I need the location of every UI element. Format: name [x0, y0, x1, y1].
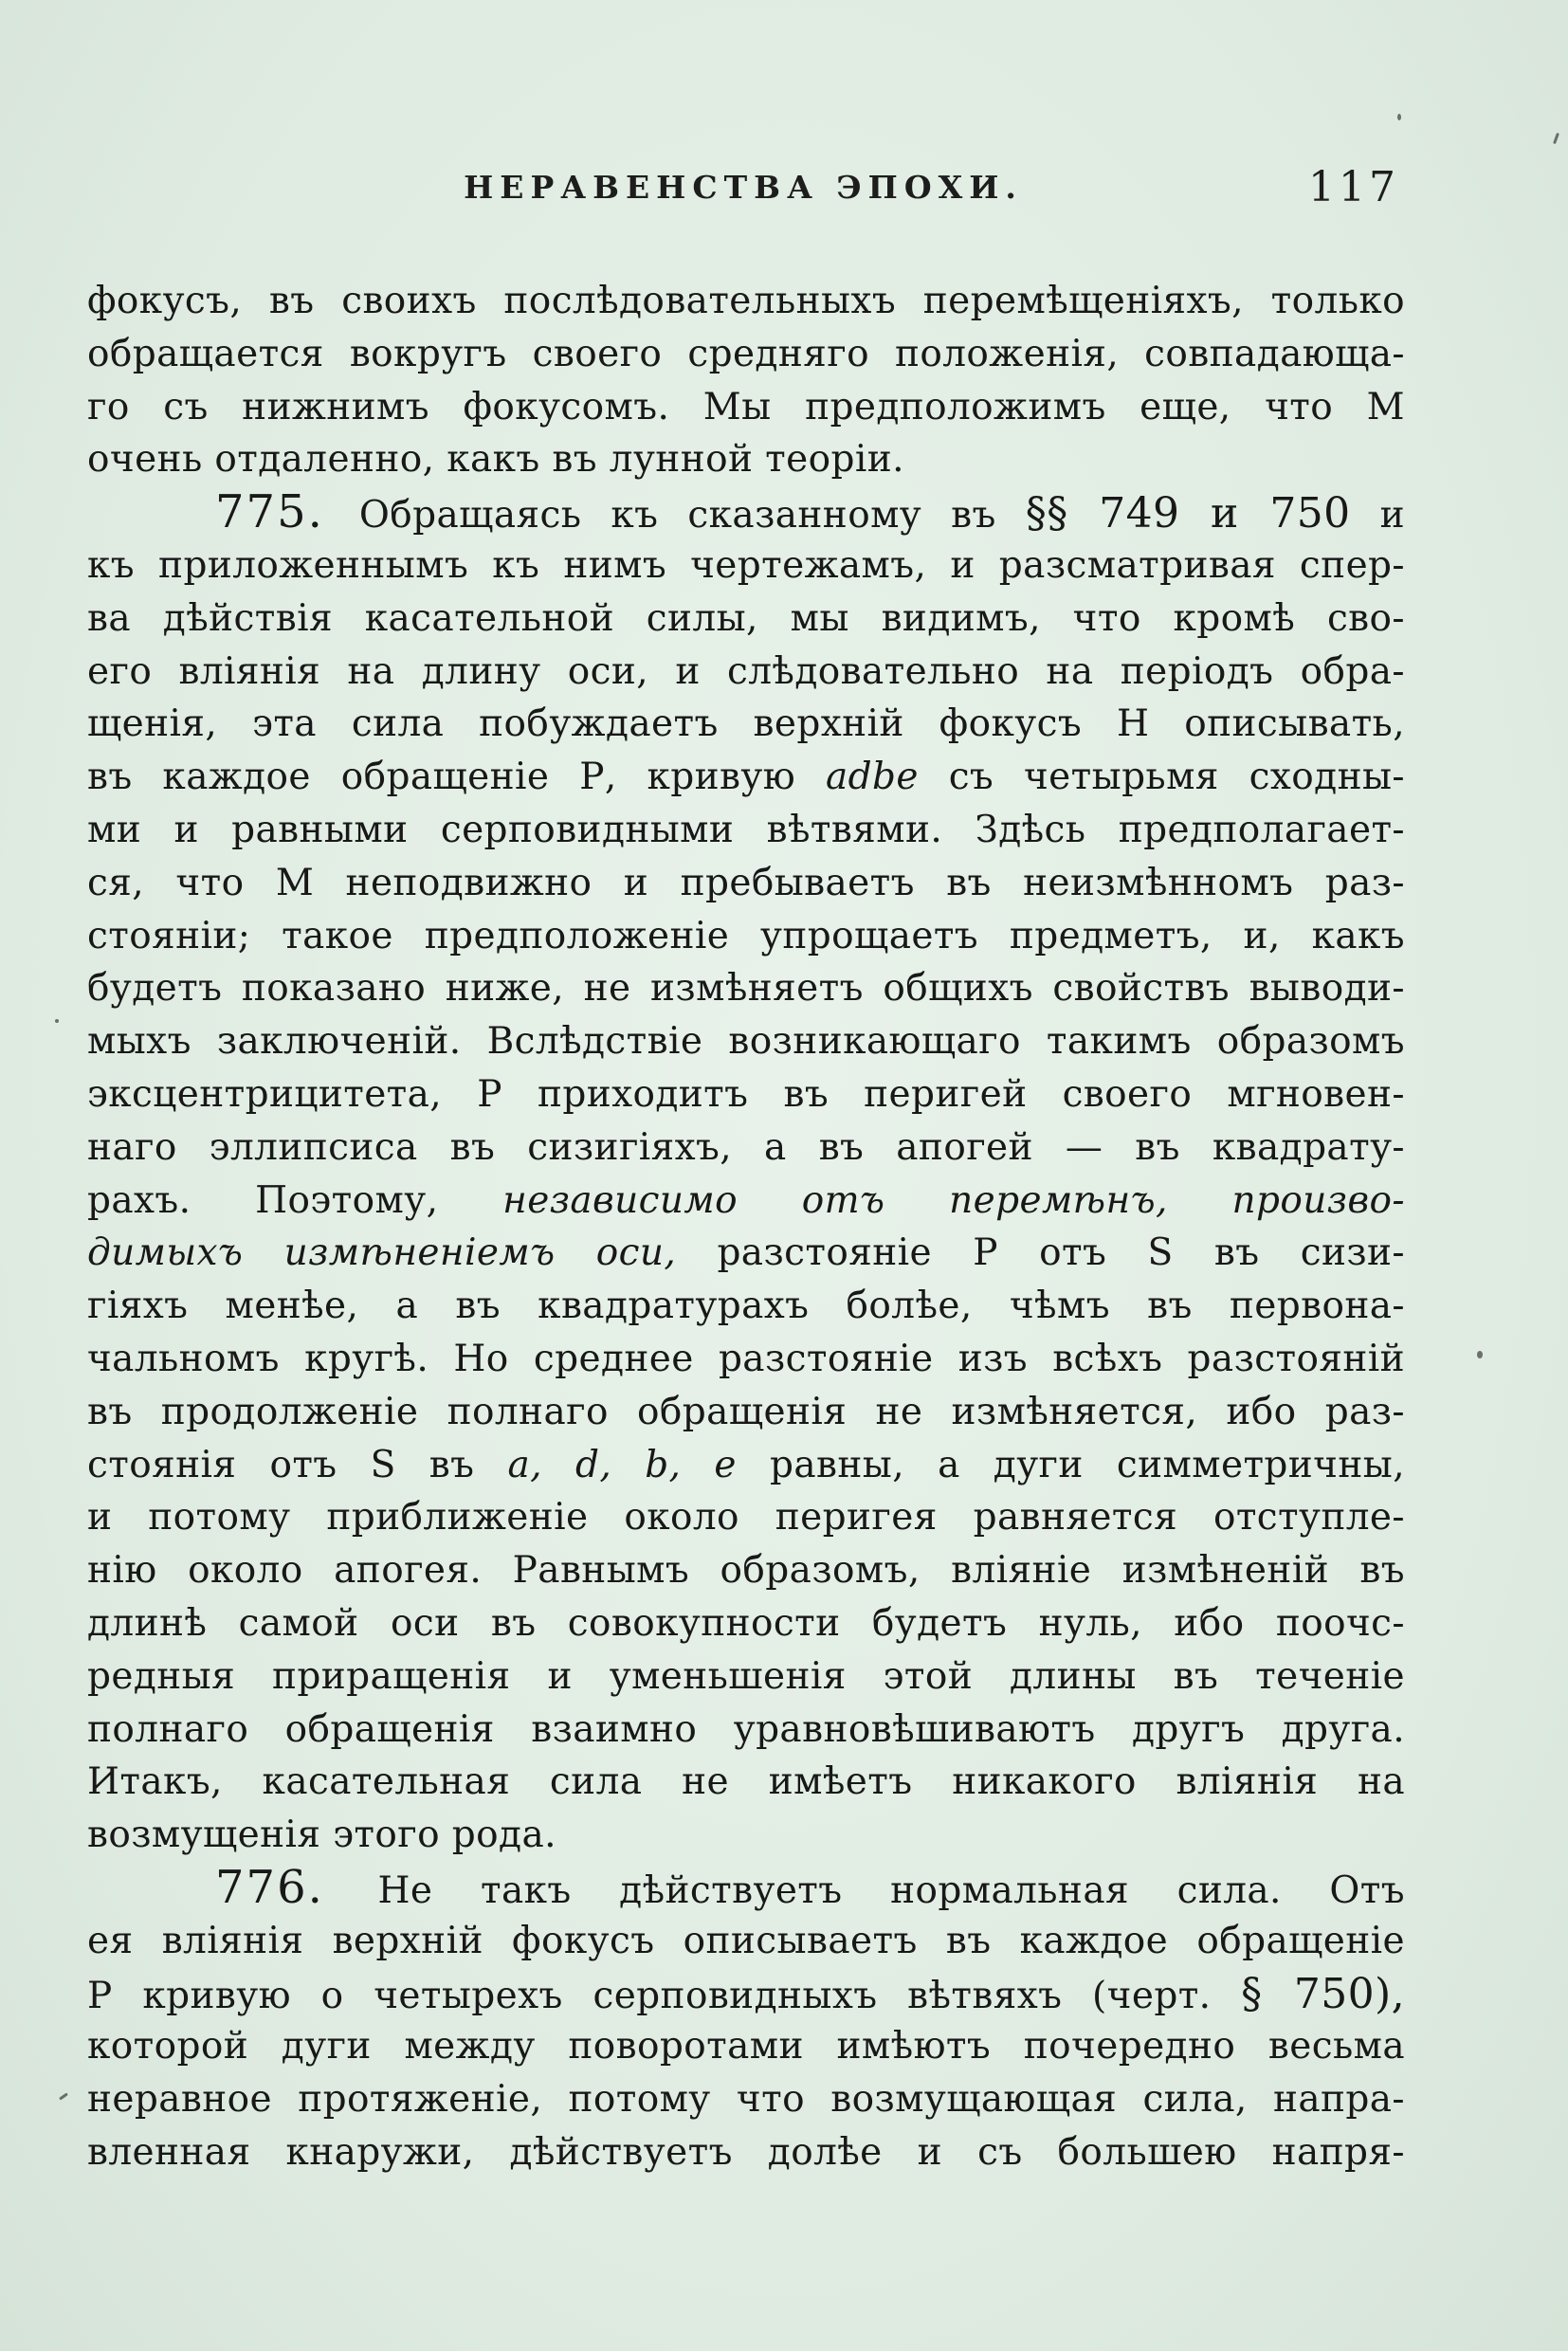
text-segment: фокусъ, въ своихъ послѣдовательныхъ перемѣщеніяхъ, только [87, 280, 1405, 322]
italic-text: независимо отъ перемѣнъ, произво- [502, 1178, 1405, 1222]
text-segment: го съ нижнимъ фокусомъ. Мы предположимъ еще, что М [87, 385, 1405, 428]
text-segment: ми и равными серповидными вѣтвями. Здѣсь предполагает- [87, 808, 1405, 851]
text-segment: Р кривую о четырехъ серповидныхъ вѣтвяхъ (черт. [87, 1974, 1242, 2017]
text-segment: ея вліянія верхній фокусъ описываетъ въ каждое обращеніе [87, 1919, 1405, 1962]
text-segment: и потому приближеніе около перигея равняется отступле- [87, 1496, 1405, 1540]
text-line [87, 1809, 1405, 1862]
text-segment: обращается вокругъ своего средняго положенія, совпадающа- [87, 332, 1405, 375]
text-segment: гіяхъ менѣе, а въ квадратурахъ болѣе, чѣмъ въ первона- [87, 1285, 1405, 1328]
section-number: 775. [215, 485, 324, 539]
text-segment: нію около апогея. Равнымъ образомъ, вліяніе измѣненій въ [87, 1549, 1405, 1593]
text-segment: чальномъ кругѣ. Но среднее разстояніе изъ всѣхъ разстояній [87, 1337, 1405, 1380]
text-segment: въ продолженіе полнаго обращенія не измѣняется, ибо раз- [87, 1390, 1405, 1433]
text-line [87, 2073, 1405, 2126]
text-segment: редныя приращенія и уменьшенія этой длины въ теченіе [87, 1654, 1405, 1698]
text-segment: которой дуги между поворотами имѣютъ почередно весьма [87, 2025, 1405, 2069]
text-segment: разстояніе Р отъ S въ сизи- [676, 1231, 1405, 1275]
text-segment: къ приложеннымъ къ нимъ чертежамъ, и разсматривая спер- [87, 543, 1405, 587]
text-line [87, 1704, 1405, 1757]
text-segment: будетъ показано ниже, не измѣняетъ общихъ свойствъ выводи- [87, 967, 1405, 1011]
text-segment: эксцентрицитета, Р приходитъ въ перигей своего мгновен- [87, 1072, 1405, 1116]
running-title: НЕРАВЕНСТВА ЭПОХИ. [464, 169, 1023, 206]
text-line [87, 698, 1405, 751]
text-line [87, 1650, 1405, 1704]
text-line [87, 1491, 1405, 1544]
italic-text: димыхъ измѣненіемъ оси, [87, 1231, 677, 1275]
running-head [87, 163, 1399, 220]
text-line [87, 1175, 1405, 1228]
text-line [87, 381, 1405, 434]
text-line [87, 1968, 1405, 2021]
italic-text: a, d, b, e [507, 1443, 737, 1486]
text-line [87, 1121, 1405, 1175]
text-segment: неравное протяженіе, потому что возмущающая сила, напра- [87, 2078, 1405, 2122]
text-segment: въ каждое обращеніе Р, кривую [87, 756, 826, 799]
text-line [87, 539, 1405, 592]
ink-speck [1553, 133, 1559, 144]
text-segment: стоянія отъ S въ [87, 1443, 508, 1486]
text-line [87, 486, 1405, 539]
text-segment: равны, а дуги симметричны, [736, 1443, 1405, 1486]
text-line [87, 857, 1405, 910]
text-line [87, 1386, 1405, 1439]
ink-speck [1397, 114, 1401, 120]
text-line [87, 804, 1405, 857]
text-line [87, 1280, 1405, 1333]
text-segment: ся, что М неподвижно и пребываетъ въ неизмѣнномъ раз- [87, 861, 1405, 904]
text-segment: рахъ. Поэтому, [87, 1178, 503, 1222]
text-line [87, 1862, 1405, 1915]
text-segment: очень отдаленно, какъ въ лунной теоріи. [87, 438, 904, 482]
text-segment: щенія, эта сила побуждаетъ верхній фокусъ Н описывать, [87, 702, 1405, 746]
text-segment: длинѣ самой оси въ совокупности будетъ нуль, ибо поочс- [87, 1601, 1405, 1645]
text-segment: мыхъ заключеній. Вслѣдствіе возникающаго такимъ образомъ [87, 1020, 1405, 1064]
text-line [87, 646, 1405, 699]
text-line [87, 2126, 1405, 2179]
text-line [87, 1915, 1405, 1968]
text-line [87, 1227, 1405, 1280]
text-line [87, 433, 1405, 486]
text-segment: Не такъ дѣйствуетъ нормальная сила. Отъ [329, 1868, 1405, 1912]
text-line [87, 592, 1405, 646]
text-line [87, 751, 1405, 804]
text-line [87, 1015, 1405, 1068]
text-line [87, 2020, 1405, 2073]
text-segment: вленная кнаружи, дѣйствуетъ долѣе и съ большею напря- [87, 2130, 1405, 2174]
text-segment: возмущенія этого рода. [87, 1813, 556, 1857]
italic-text: adbe [825, 756, 919, 799]
ink-speck [59, 2092, 68, 2100]
text-line [87, 1544, 1405, 1597]
text-segment: наго эллипсиса въ сизигіяхъ, а въ апогей — въ квадрату- [87, 1125, 1405, 1169]
ink-speck [55, 1019, 59, 1023]
text-segment: стояніи; такое предположеніе упрощаетъ предметъ, и, какъ [87, 914, 1405, 957]
body-text [87, 275, 1405, 2179]
text-line [87, 1756, 1405, 1809]
text-segment: Обращаясь къ сказанному въ [329, 494, 1026, 538]
section-number: 776. [215, 1860, 324, 1914]
text-line [87, 1333, 1405, 1386]
section-reference: §§ 749 и 750 [1025, 489, 1351, 538]
ink-speck [1477, 1351, 1483, 1358]
text-line [87, 1597, 1405, 1650]
text-line [87, 1439, 1405, 1492]
text-line [87, 275, 1405, 328]
text-segment: полнаго обращенія взаимно уравновѣшиваютъ другъ друга. [87, 1707, 1405, 1751]
text-segment: съ четырьмя сходны- [918, 756, 1405, 799]
text-line [87, 328, 1405, 381]
text-segment: и [1350, 494, 1405, 538]
text-line [87, 1068, 1405, 1121]
section-reference: § 750), [1241, 1969, 1405, 2018]
text-segment: ва дѣйствія касательной силы, мы видимъ, что кромѣ сво- [87, 596, 1405, 640]
text-line [87, 910, 1405, 963]
text-line [87, 962, 1405, 1015]
page-number: 117 [1308, 163, 1399, 211]
text-segment: Итакъ, касательная сила не имѣетъ никакого вліянія на [87, 1760, 1405, 1804]
text-segment: его вліянія на длину оси, и слѣдовательно на періодъ обра- [87, 649, 1405, 693]
